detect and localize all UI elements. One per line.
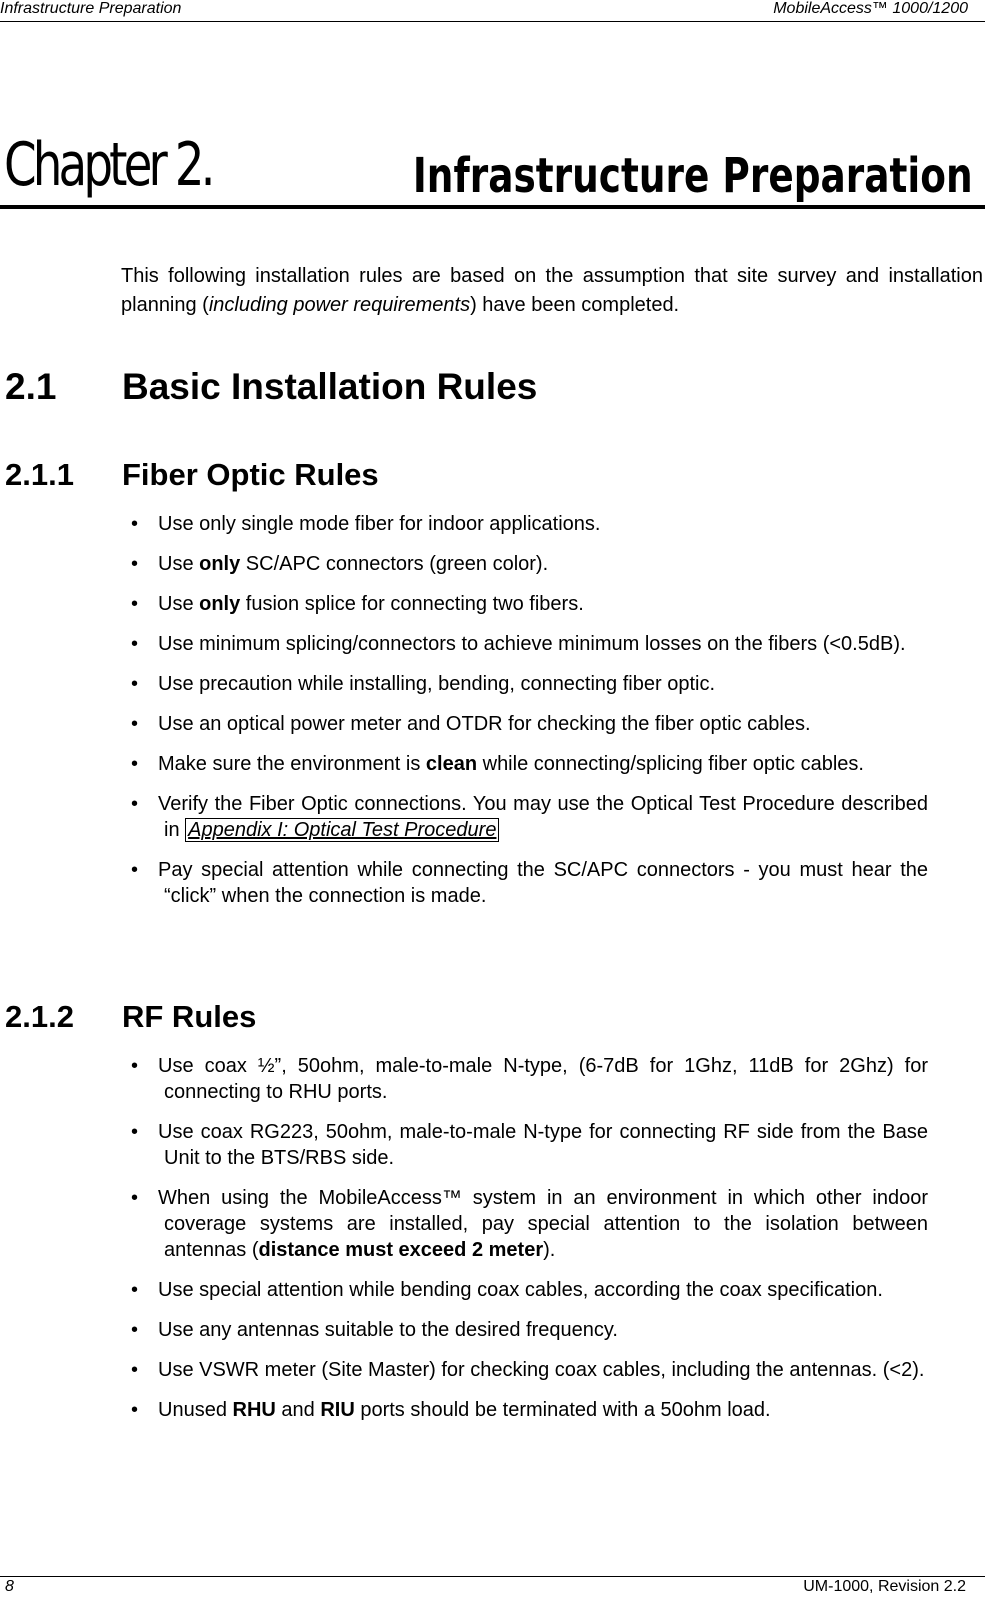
- list-item: [131, 1053, 928, 1105]
- emphasis: only: [199, 553, 241, 575]
- rf-number: 2.1.2: [5, 999, 74, 1034]
- emphasis: distance must exceed 2 meter: [258, 1239, 544, 1261]
- bullet-icon: •: [131, 593, 139, 615]
- list-item: [131, 711, 928, 737]
- list-item-text: Use coax ½”, 50ohm, male-to-male N-type, (6-7dB for 1Ghz, 11dB for 2Ghz) for connecting to RHU ports.: [158, 1055, 928, 1103]
- chapter-heading: [0, 125, 985, 209]
- bullet-icon: •: [131, 753, 139, 775]
- bullet-icon: •: [131, 1399, 139, 1421]
- list-item: [131, 1119, 928, 1171]
- list-item-text: Use: [158, 553, 200, 575]
- list-item: [131, 1397, 928, 1423]
- header-rule: [0, 21, 985, 22]
- section-number: 2.1: [5, 366, 57, 407]
- intro-text-start: This following installation rules are based on the assumption that site survey and installation planning (: [121, 265, 983, 316]
- bullet-icon: •: [131, 859, 139, 881]
- bullet-icon: •: [131, 1279, 139, 1301]
- list-item-text: Make sure the environment is: [158, 753, 426, 775]
- list-item-text: Use only single mode fiber for indoor applications.: [158, 513, 601, 535]
- list-item-text: fusion splice for connecting two fibers.: [240, 593, 584, 615]
- bullet-icon: •: [131, 1359, 139, 1381]
- bullet-icon: •: [131, 1121, 139, 1143]
- intro-italic: including power requirements: [208, 294, 471, 316]
- section-title: Basic Installation Rules: [122, 366, 538, 407]
- intro-text-end: ) have been completed.: [470, 294, 680, 316]
- list-item: [131, 1357, 928, 1383]
- list-item: [131, 1277, 928, 1303]
- bullet-icon: •: [131, 1055, 139, 1077]
- list-item: [131, 631, 928, 657]
- list-item: [131, 511, 928, 537]
- bullet-icon: •: [131, 553, 139, 575]
- list-item-text: ports should be terminated with a 50ohm load.: [354, 1399, 771, 1421]
- emphasis: clean: [425, 753, 478, 775]
- emphasis: only: [199, 593, 241, 615]
- bullet-icon: •: [131, 513, 139, 535]
- rf-heading: [5, 998, 256, 1036]
- bullet-icon: •: [131, 673, 139, 695]
- list-item-text: Use minimum splicing/connectors to achieve minimum losses on the fibers (<0.5dB).: [158, 633, 906, 655]
- list-item-text: Use precaution while installing, bending, connecting fiber optic.: [158, 673, 716, 695]
- intro-paragraph: [121, 262, 983, 320]
- bullet-icon: •: [131, 1187, 139, 1209]
- list-item-text: Use any antennas suitable to the desired frequency.: [158, 1319, 618, 1341]
- chapter-title: Infrastructure Preparation: [413, 148, 973, 204]
- list-item: [131, 1185, 928, 1263]
- fiber-title: Fiber Optic Rules: [122, 457, 379, 492]
- list-item-text: Use coax RG223, 50ohm, male-to-male N-type for connecting RF side from the Base Unit to the BTS/RBS side.: [158, 1121, 928, 1169]
- bullet-icon: •: [131, 633, 139, 655]
- fiber-heading: [5, 456, 379, 494]
- running-header-product: MobileAccess™ 1000/1200: [773, 0, 968, 17]
- list-item-text: ).: [543, 1239, 556, 1261]
- bullet-icon: •: [131, 793, 139, 815]
- appendix-link[interactable]: Appendix I: Optical Test Procedure: [185, 818, 499, 842]
- list-item-text: Use VSWR meter (Site Master) for checking coax cables, including the antennas. (<2).: [158, 1359, 925, 1381]
- emphasis: RIU: [320, 1399, 355, 1421]
- chapter-label: Chapter 2.: [4, 130, 212, 200]
- rf-title: RF Rules: [122, 999, 257, 1034]
- footer-rule: [0, 1576, 985, 1577]
- list-item: [131, 671, 928, 697]
- list-item-text: When using the MobileAccess™ system in an environment in which other indoor coverage systems are installed, pay special attention to the isolation between antennas (: [158, 1187, 928, 1261]
- list-item: [131, 791, 928, 843]
- list-item: [131, 751, 928, 777]
- list-item-text: Use: [158, 593, 200, 615]
- rf-rules-list: [131, 1053, 928, 1437]
- list-item: [131, 591, 928, 617]
- list-item: [131, 551, 928, 577]
- list-item-text: Verify the Fiber Optic connections. You may use the Optical Test Procedure described in: [158, 793, 928, 841]
- bullet-icon: •: [131, 1319, 139, 1341]
- bullet-icon: •: [131, 713, 139, 735]
- running-header-title: Infrastructure Preparation: [0, 0, 182, 17]
- document-revision: UM-1000, Revision 2.2: [803, 1578, 966, 1595]
- list-item-text: SC/APC connectors (green color).: [240, 553, 549, 575]
- list-item-text: and: [275, 1399, 321, 1421]
- section-heading: [5, 365, 537, 409]
- fiber-rules-list: [131, 511, 928, 923]
- list-item-text: while connecting/splicing fiber optic cables.: [477, 753, 864, 775]
- fiber-number: 2.1.1: [5, 457, 74, 492]
- list-item-text: Pay special attention while connecting the SC/APC connectors - you must hear the “click” when the connection is made.: [158, 859, 928, 907]
- page-number: 8: [5, 1578, 14, 1595]
- list-item: [131, 1317, 928, 1343]
- list-item-text: Use special attention while bending coax cables, according the coax specification.: [158, 1279, 883, 1301]
- list-item-text: Use an optical power meter and OTDR for checking the fiber optic cables.: [158, 713, 811, 735]
- list-item: [131, 857, 928, 909]
- list-item-text: Unused: [158, 1399, 233, 1421]
- emphasis: RHU: [232, 1399, 276, 1421]
